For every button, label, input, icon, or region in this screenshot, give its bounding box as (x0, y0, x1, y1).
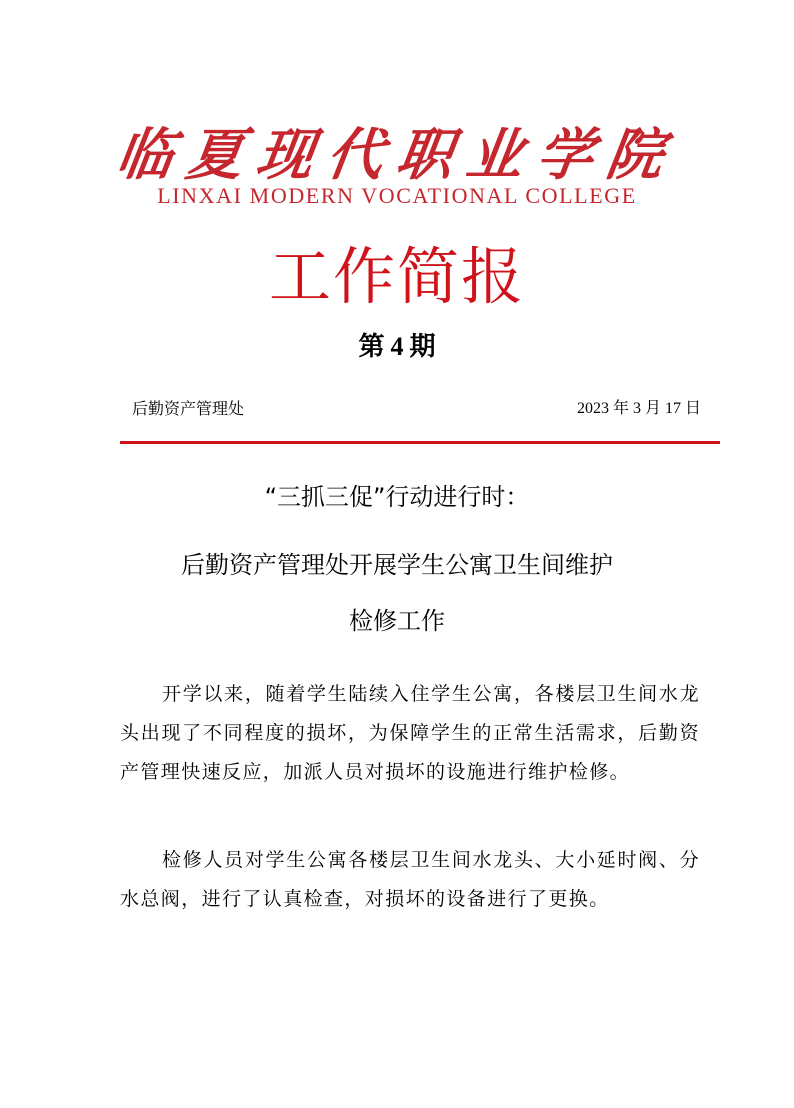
department-name: 后勤资产管理处 (132, 399, 245, 418)
article-title-line-2: 后勤资产管理处开展学生公寓卫生间维护 (181, 551, 613, 579)
college-logo-english: LINXAI MODERN VOCATIONAL COLLEGE (157, 183, 637, 208)
college-logo-chinese: 临夏现代职业学院 (112, 122, 682, 188)
bulletin-title: 工作简报 (268, 240, 525, 313)
issue-prefix: 第 (358, 332, 385, 362)
publish-date: 2023 年 3 月 17 日 (576, 400, 701, 417)
issue-number (0, 334, 794, 360)
issue-suffix: 期 (409, 332, 436, 362)
issue-number-value: 4 (390, 332, 404, 361)
article-paragraph: 开学以来，随着学生陆续入住学生公寓，各楼层卫生间水龙头出现了不同程度的损坏，为保障学生的正常生活需求，后勤资产管理快速反应，加派人员对损坏的设施进行维护检修。 (120, 683, 700, 783)
header-divider (120, 441, 720, 444)
article-paragraph: 检修人员对学生公寓各楼层卫生间水龙头、大小延时阀、分水总阀，进行了认真检查，对损坏的设备进行了更换。 (120, 849, 700, 910)
article-title-line-3: 检修工作 (349, 607, 445, 635)
article-title-line-1: “三抓三促”行动进行时： (264, 483, 530, 511)
